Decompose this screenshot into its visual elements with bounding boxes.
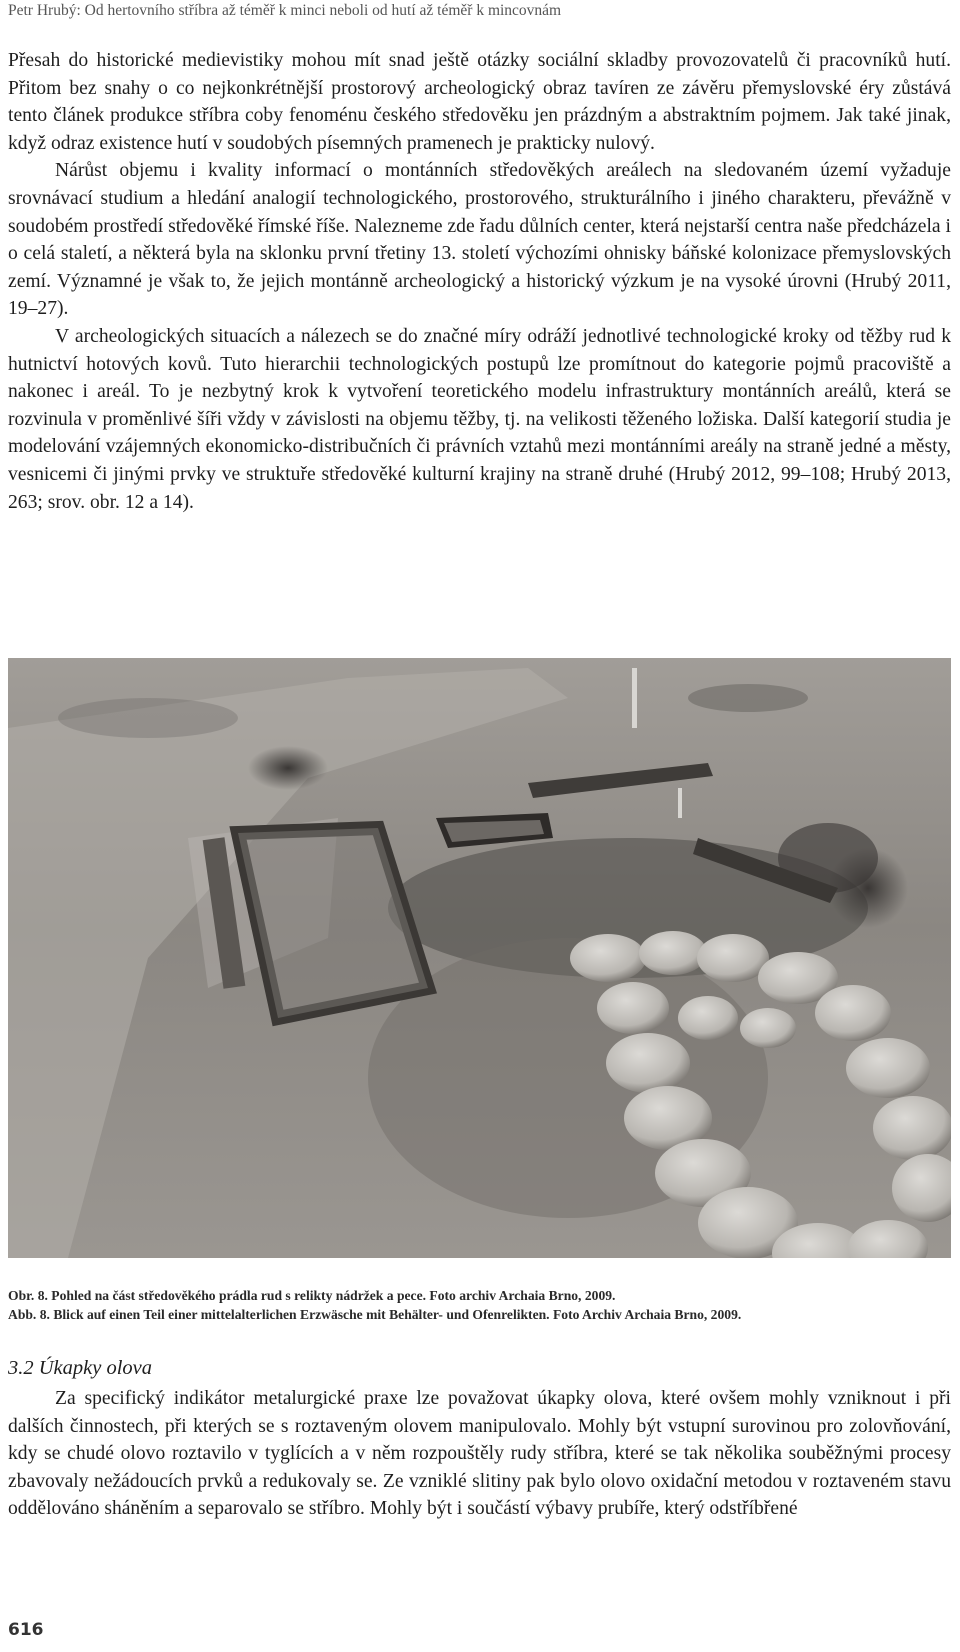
figure-caption-de: Abb. 8. Blick auf einen Teil einer mittelalterlichen Erzwäsche mit Behälter- und Ofenrelikten. Foto Archiv Archaia Brno, 2009. [8,1307,742,1322]
section-heading: 3.2 Úkapky olova [8,1357,153,1379]
paragraph: Nárůst objemu i kvality informací o montánních středověkých areálech na sledovaném území vyžaduje srovnávací studium a hledání analogií technologického, prostorového, strukturálního i jiného charakteru, převážně v soudobém prostředí středověké římské říše. Nalezneme zde řadu důlních center, která nejstarší centra naše předcházela i o celá staletí, a některá byla na sklonku první třetiny 13. století výchozími ohnisky báňské kolonizace přemyslovských zemí. Významné je však to, že jejich montánně archeologický a historický výzkum je na vysoké úrovni (Hrubý 2011, 19–27). [8,160,951,320]
excavation-photo [8,658,951,1258]
paragraph: Za specifický indikátor metalurgické praxe lze považovat úkapky olova, které ovšem mohly vzniknout i při dalších činnostech, při kterých se s roztaveným olovem manipulovalo. Mohly být vstupní surovinou pro zolovňování, kdy se chudé olovo roztavilo v tyglících a v něm rozpouštěly rudy stříbra, které se tak několika souběžnými procesy zbavovaly nežádoucích prvků a redukovaly se. Ze vzniklé slitiny pak bylo olovo oxidační metodou v roztaveném stavu oddělováno sháněním a separovalo se stříbro. Mohly být i součástí výbavy prubíře, který odstříbřené [8,1388,951,1520]
paragraph: V archeologických situacích a nálezech se do značné míry odráží jednotlivé technologické kroky od těžby rud k hutnictví hotových kovů. Tuto hierarchii technologických postupů lze promítnout do kategorie pojmů pracoviště a nakonec i areál. To je nezbytný krok k vytvoření teoretického modelu infrastruktury montánních areálů, která se rozvinula v proměnlivé šíři vždy v závislosti na objemu těžby, tj. na velikosti těženého ložiska. Další kategorií studia je modelování vzájemných ekonomicko-distribučních či právních vztahů mezi montánními areály na straně jedné a městy, vesnicemi či jinými prvky ve struktuře středověké kulturní krajiny na straně druhé (Hrubý 2012, 99–108; Hrubý 2013, 263; srov. obr. 12 a 14). [8,325,951,513]
paragraph: Přesah do historické medievistiky mohou mít snad ještě otázky sociální skladby provozovatelů či pracovníků hutí. Přitom bez snahy o co nejkonkrétnější prostorový archeologický obraz tavíren ze závěru přemyslovské éry zůstává tento článek produkce stříbra coby fenoménu českého středověku jen prázdným a abstraktním pojmem. Jak také jinak, když odraz existence hutí v soudobých písemných pramenech je prakticky nulový. [8,50,951,154]
running-head: Petr Hrubý: Od hertovního stříbra až téměř k minci neboli od hutí až téměř k mincovnám [8,2,562,19]
body-text-top [8,47,951,516]
figure-caption-cz: Obr. 8. Pohled na část středověkého prádla rud s relikty nádržek a pece. Foto archiv Archaia Brno, 2009. [8,1288,616,1303]
body-text-bottom [8,1385,951,1523]
page-number: 616 [8,1620,44,1640]
